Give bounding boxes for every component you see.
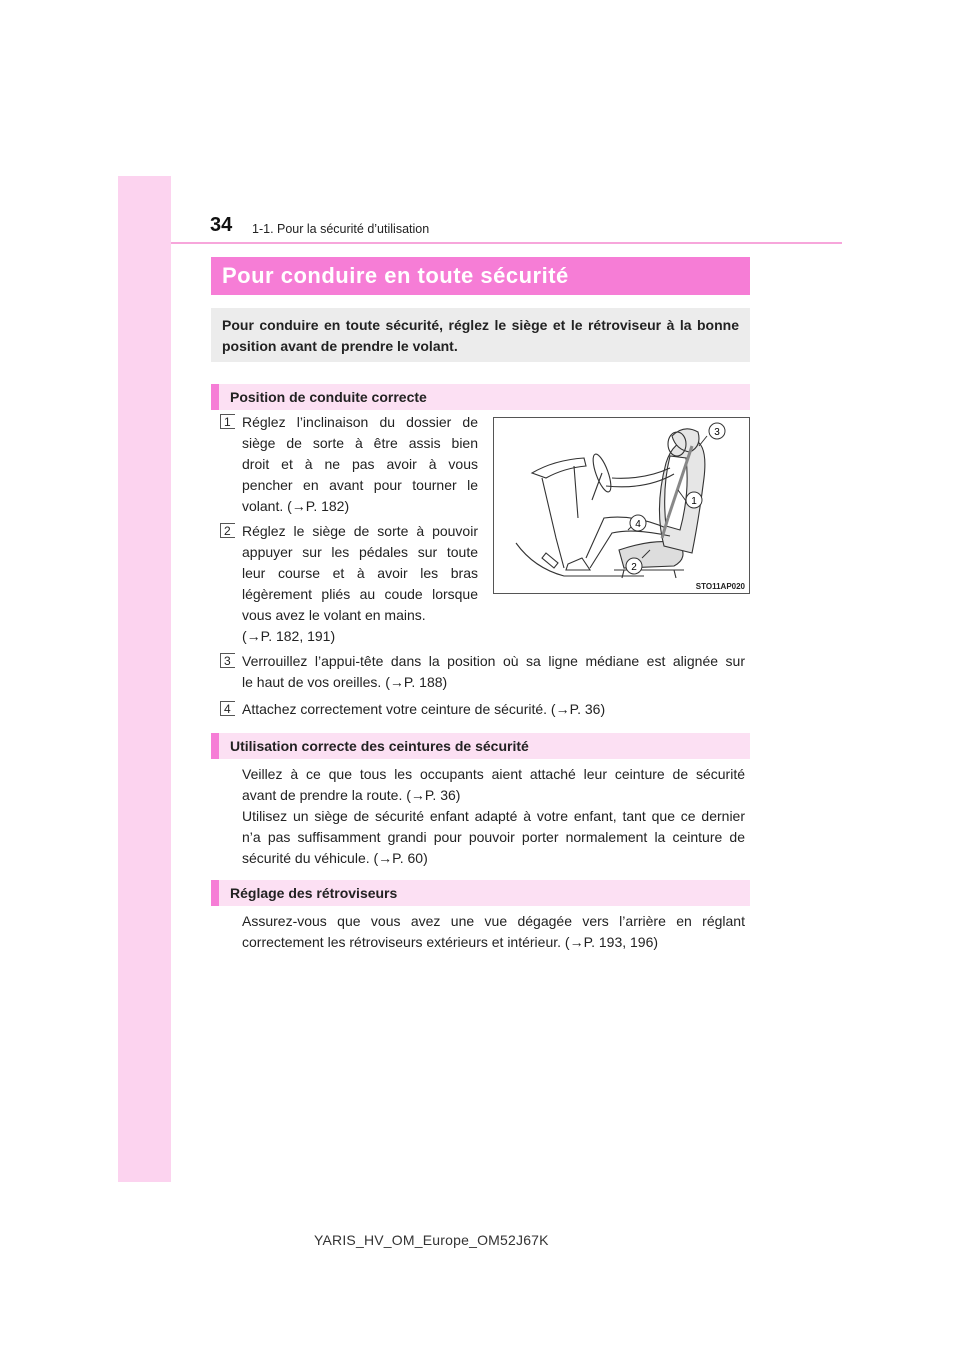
para-line: Utilisez un siège de sécurité enfant adapté à votre enfant, tant que ce dernier <box>242 808 745 824</box>
item-line: Attachez correctement votre ceinture de sécurité. (→P. 36) <box>242 701 606 717</box>
footer-doc-code: YARIS_HV_OM_Europe_OM52J67K <box>314 1232 549 1248</box>
para-line: Assurez-vous que vous avez une vue dégagée vers l’arrière en réglant <box>242 913 745 929</box>
step-marker: 4 <box>220 701 235 716</box>
callout-3: 3 <box>714 427 720 438</box>
step-marker: 3 <box>220 653 235 668</box>
callout-4: 4 <box>635 519 641 530</box>
seatbelt-paragraph <box>242 764 745 869</box>
callout-1: 1 <box>691 496 697 507</box>
item-line: Réglez le siège de sorte à pouvoir <box>242 523 478 539</box>
mirror-paragraph <box>242 911 745 953</box>
illustration-code: STO11AP020 <box>695 582 745 591</box>
para-line: avant de prendre la route. (→P. 36) <box>242 787 461 803</box>
step-marker: 2 <box>220 523 235 538</box>
page-title: Pour conduire en toute sécurité <box>211 257 750 295</box>
header-rule <box>171 242 842 244</box>
driver-seat-drawing <box>494 418 749 593</box>
subhead-mirror-adjustment: Réglage des rétroviseurs <box>211 880 750 906</box>
para-line: Veillez à ce que tous les occupants aient attaché leur ceinture de sécurité <box>242 766 745 782</box>
para-line: sécurité du véhicule. (→P. 60) <box>242 850 428 866</box>
section-label: 1-1. Pour la sécurité d’utilisation <box>252 222 430 236</box>
para-line: n’a pas suffisamment grandi pour pouvoir porter normalement la ceinture de <box>242 829 745 845</box>
subhead-seatbelt-usage: Utilisation correcte des ceintures de sécurité <box>211 733 750 759</box>
item-line: leur course et à avoir les bras <box>242 565 478 581</box>
item-line: le haut de vos oreilles. (→P. 188) <box>242 674 448 690</box>
item-line: vous avez le volant en mains. <box>242 607 426 623</box>
intro-text: Pour conduire en toute sécurité, réglez le siège et le rétroviseur à la bonne position avant de prendre le volant. <box>211 308 750 362</box>
item-line: droit et à ne pas avoir à vous <box>242 456 478 472</box>
callout-2: 2 <box>631 562 637 573</box>
item-line: siège de sorte à être assis bien <box>242 435 478 451</box>
item-line: légèrement pliés au coude lorsque <box>242 586 478 602</box>
side-tab-bar <box>118 176 171 1182</box>
item-line: Verrouillez l’appui-tête dans la position où sa ligne médiane est alignée sur <box>242 653 745 669</box>
item-line: Réglez l’inclinaison du dossier de <box>242 414 478 430</box>
driving-position-illustration <box>493 417 750 594</box>
subhead-driving-position: Position de conduite correcte <box>211 384 750 410</box>
item-line: appuyer sur les pédales sur toute <box>242 544 478 560</box>
item-line: (→P. 182, 191) <box>242 628 336 644</box>
step-marker: 1 <box>220 414 235 429</box>
item-line: pencher en avant pour tourner le <box>242 477 478 493</box>
para-line: correctement les rétroviseurs extérieurs et intérieur. (→P. 193, 196) <box>242 934 659 950</box>
page-number: 34 <box>210 214 233 236</box>
item-line: volant. (→P. 182) <box>242 498 350 514</box>
